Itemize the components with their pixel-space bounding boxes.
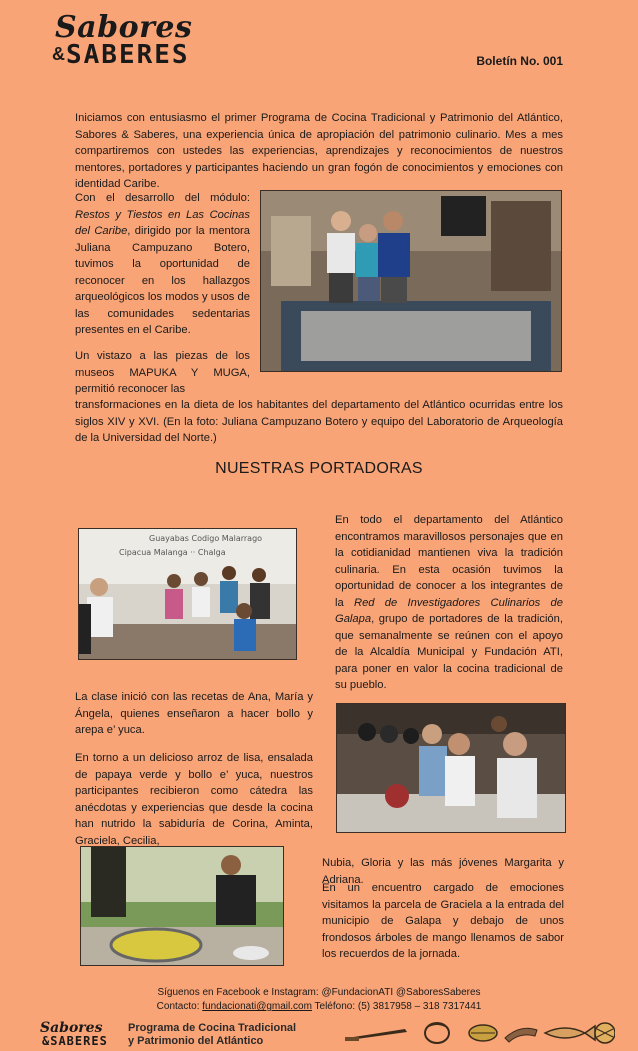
footer-decorative-icons bbox=[345, 1020, 615, 1046]
footer-social: Síguenos en Facebook e Instagram: @FundacionATI @SaboresSaberes bbox=[157, 987, 481, 998]
pottery-shard-icon bbox=[595, 1023, 615, 1043]
portadoras-paragraph-2: La clase inició con las recetas de Ana, María y Ángela, quienes enseñaron a hacer bollo y arepa e’ yuca. bbox=[75, 691, 313, 736]
photo-archaeology-lab bbox=[260, 190, 562, 372]
photo-class-group bbox=[78, 528, 297, 660]
portadoras-text-b: , grupo de portadores de la tradición, que semanalmente se reúnen con el apoyo de la Alcaldía Municipal y Fundación ATI, para poner en valor la cocina tradicional de su pueblo. bbox=[335, 613, 563, 691]
footer-contact bbox=[0, 1001, 638, 1012]
footer-logo-sabores: Sabores bbox=[40, 1020, 103, 1036]
footer-contact-prefix: Contacto: bbox=[156, 1001, 203, 1012]
photo-cooking-rice-illustration bbox=[81, 847, 283, 965]
logo-sabores: Sabores bbox=[55, 10, 193, 45]
modulo-paragraph bbox=[75, 190, 250, 339]
portadoras-text-a: En todo el departamento del Atlántico encontramos maravillosos personajes que en la cotidianidad mantienen viva la tradición culinaria. En esta ocasión tuvimos la oportunidad de conocer a los integrantes de la bbox=[335, 514, 563, 609]
logo-saberes: SABERES bbox=[66, 40, 190, 70]
svg-text:Guayabas Codigo Malarrago: Guayabas Codigo Malarrago bbox=[149, 534, 263, 543]
fish-icon bbox=[545, 1026, 595, 1040]
photo-cooks-kitchen bbox=[336, 703, 566, 833]
portadoras-paragraph-5: En un encuentro cargado de emociones visitamos la parcela de Graciela a la entrada del municipio de Galapa y debajo de unos frondosos árboles de mango llenamos de sabor los recuerdos de la jornada. bbox=[322, 882, 564, 960]
portadoras-paragraph-4: Nubia, Gloria y las más jóvenes Margarita y Adriana. bbox=[322, 857, 564, 886]
footer-program-line2: y Patrimonio del Atlántico bbox=[128, 1035, 264, 1047]
footer-program-name bbox=[128, 1022, 296, 1048]
knife-icon bbox=[345, 1029, 407, 1041]
photo-archaeology-lab-illustration bbox=[261, 191, 561, 371]
footer-phones: Teléfono: (5) 3817958 – 318 7317441 bbox=[311, 1001, 482, 1012]
red-investigadores-name: Red de Investigadores Culinarios de Galapa bbox=[335, 596, 563, 625]
pot-icon bbox=[425, 1023, 449, 1043]
photo-cooking-rice bbox=[80, 846, 284, 966]
portadoras-paragraph-1 bbox=[335, 512, 563, 694]
logo-ampersand: & bbox=[52, 44, 65, 64]
footer-program-line1: Programa de Cocina Tradicional bbox=[128, 1022, 297, 1034]
section-heading-portadoras: NUESTRAS PORTADORAS bbox=[215, 460, 423, 477]
photo-cooks-kitchen-illustration bbox=[337, 704, 565, 832]
intro-paragraph: Iniciamos con entusiasmo el primer Programa de Cocina Tradicional y Patrimonio del Atlántico, Sabores & Saberes, una experiencia única de apropiación del patrimonio culinario. Mes a mes compartiremos con ustedes las experiencias, aprendizajes y reconocimientos de nuestros mentores, portadores y participantes haciendo un gran fogón de conocimientos y emociones con identidad Caribe. bbox=[75, 112, 563, 190]
svg-text:Cipacua Malanga ·· Chalga: Cipacua Malanga ·· Chalga bbox=[119, 548, 226, 557]
modulo-title: Restos y Tiestos en Las Cocinas del Caribe bbox=[75, 208, 250, 237]
footer-email-link[interactable]: fundacionati@gmail.com bbox=[202, 1001, 312, 1012]
museos-paragraph-top: Un vistazo a las piezas de los museos MAPUKA Y MUGA, permitió reconocer las bbox=[75, 350, 250, 395]
modulo-text-a: Con el desarrollo del módulo: bbox=[75, 192, 250, 204]
museos-paragraph-rest: transformaciones en la dieta de los habitantes del departamento del Atlántico ocurridas entre los siglos XIV y XVI. (En la foto: Juliana Campuzano Botero y equipo del Laboratorio de Arqueología de la Universidad del Norte.) bbox=[75, 399, 563, 444]
cassava-icon bbox=[505, 1028, 537, 1042]
portadoras-paragraph-3: En torno a un delicioso arroz de lisa, ensalada de papaya verde y bollo e’ yuca, nuestros participantes recibieron como cátedra las anécdotas y experiencias que desde la cocina han nutrido la sabiduría de Corina, Aminta, Graciela, Cecilia, bbox=[75, 752, 313, 847]
corn-icon bbox=[469, 1025, 497, 1041]
modulo-text-b: , dirigido por la mentora Juliana Campuzano Botero, tuvimos la oportunidad de reconocer en los hallazgos arqueológicos los modos y usos de las comunidades sedentarias presentes en el Caribe. bbox=[75, 225, 251, 336]
photo-class-group-illustration bbox=[79, 529, 296, 659]
footer-logo-saberes: &SABERES bbox=[42, 1034, 108, 1048]
bulletin-number: Boletín No. 001 bbox=[476, 54, 563, 68]
